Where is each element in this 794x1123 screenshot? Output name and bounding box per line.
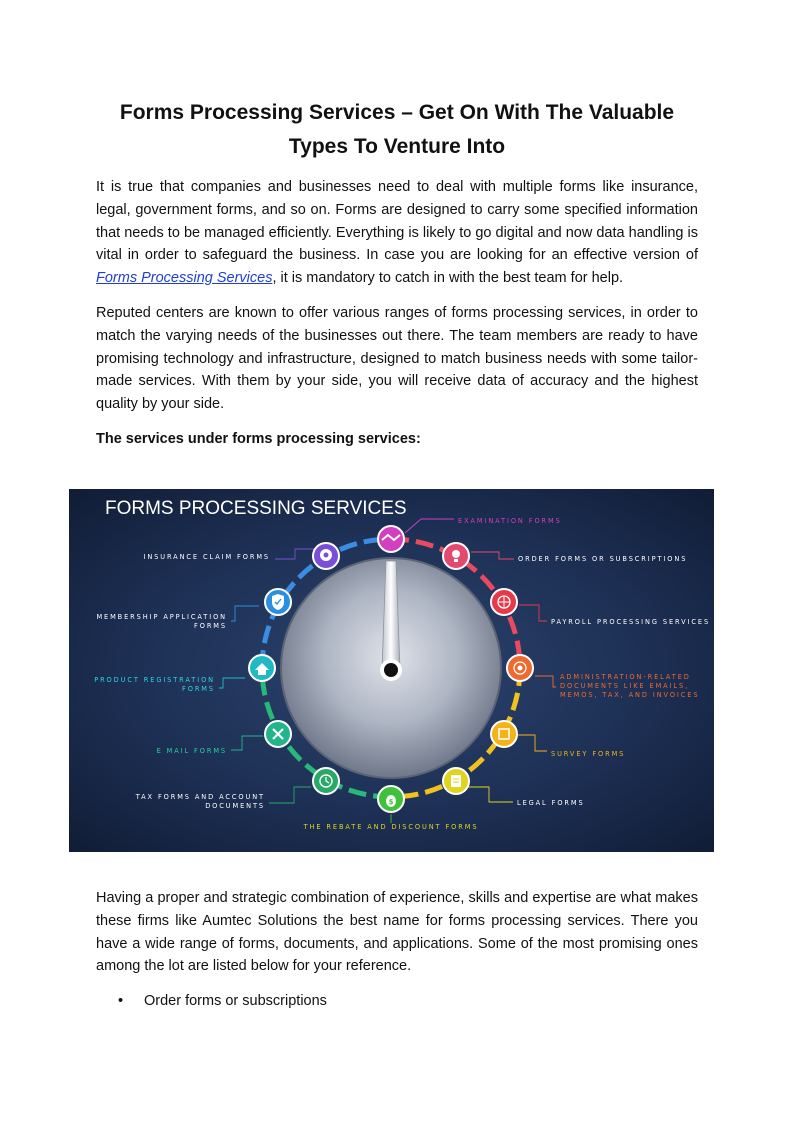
page-title xyxy=(96,96,698,164)
label-legal-forms: LEGAL FORMS xyxy=(517,799,585,807)
rebate-money-bag-icon xyxy=(378,786,404,812)
label-examination-forms: EXAMINATION FORMS xyxy=(458,517,562,525)
tax-forms-clock-icon xyxy=(313,768,339,794)
title-line-2: Types To Venture Into xyxy=(288,135,506,158)
label-tax-forms-line-2: DOCUMENTS xyxy=(205,802,265,810)
label-tax-forms-line-1: TAX FORMS AND ACCOUNT xyxy=(135,793,265,801)
title-line-1: Forms Processing Services – Get On With The Valuable xyxy=(119,101,675,124)
label-survey-forms: SURVEY FORMS xyxy=(551,750,626,758)
intro-paragraph xyxy=(96,176,698,290)
list-item-text: Order forms or subscriptions xyxy=(144,993,327,1009)
experience-paragraph: Having a proper and strategic combination of experience, skills and expertise are what makes these firms like Aumtec Solutions the best name for forms processing services. There you have a wide range of forms, documents, and applications. Some of the most promising ones among the lot are listed below for your reference. xyxy=(96,890,698,975)
examination-forms-icon xyxy=(378,526,404,552)
order-forms-icon xyxy=(443,543,469,569)
payroll-globe-icon xyxy=(491,589,517,615)
infographic-svg xyxy=(69,489,714,852)
intro-text-after-link: , it is mandatory to catch in with the best team for help. xyxy=(272,270,624,287)
label-administration-line-2: DOCUMENTS LIKE EMAILS, xyxy=(560,682,690,690)
label-product-registration-line-1: PRODUCT REGISTRATION xyxy=(94,676,215,684)
reputed-centers-paragraph: Reputed centers are known to offer various ranges of forms processing services, in order to match the varying needs of the businesses out there. The team members are ready to have promising technology and infrastructure, designed to match business needs with some tailor-made services. With them by your side, you will receive data of accuracy and the highest quality by your side. xyxy=(96,305,698,413)
label-order-forms: ORDER FORMS OR SUBSCRIPTIONS xyxy=(518,555,688,563)
label-payroll-processing: PAYROLL PROCESSING SERVICES xyxy=(551,618,711,626)
label-membership-line-2: FORMS xyxy=(194,622,227,630)
survey-forms-icon xyxy=(491,721,517,747)
label-product-registration-line-2: FORMS xyxy=(182,685,215,693)
services-subheading: The services under forms processing services: xyxy=(96,431,421,447)
forms-processing-infographic xyxy=(69,489,714,852)
infographic-title: FORMS PROCESSING SERVICES xyxy=(105,498,407,519)
intro-text-before-link: It is true that companies and businesses need to deal with multiple forms like insurance, legal, government forms, and so on. Forms are designed to carry some specified information that needs to be managed efficiently. Everything is likely to go digital and now data handling is vital in order to safeguard the business. In case you are looking for an effective version of xyxy=(96,179,698,264)
label-rebate-forms: THE REBATE AND DISCOUNT FORMS xyxy=(303,823,479,831)
svg-text:$: $ xyxy=(388,798,394,806)
label-administration-line-1: ADMINISTRATION-RELATED xyxy=(560,673,691,681)
list-item xyxy=(96,990,698,1012)
product-registration-icon xyxy=(249,655,275,681)
insurance-claim-icon xyxy=(313,543,339,569)
membership-shield-icon xyxy=(265,589,291,615)
needle-hub xyxy=(384,663,398,677)
forms-processing-services-link[interactable]: Forms Processing Services xyxy=(96,270,273,287)
bullet-marker: • xyxy=(118,993,124,1009)
forms-list xyxy=(96,990,698,1012)
email-tools-icon xyxy=(265,721,291,747)
legal-forms-icon xyxy=(443,768,469,794)
label-insurance-claim: INSURANCE CLAIM FORMS xyxy=(143,553,270,561)
label-email-forms: E MAIL FORMS xyxy=(156,747,227,755)
label-administration-line-3: MEMOS, TAX, AND INVOICES xyxy=(560,691,700,699)
administration-target-icon xyxy=(507,655,533,681)
label-membership-line-1: MEMBERSHIP APPLICATION xyxy=(96,613,227,621)
